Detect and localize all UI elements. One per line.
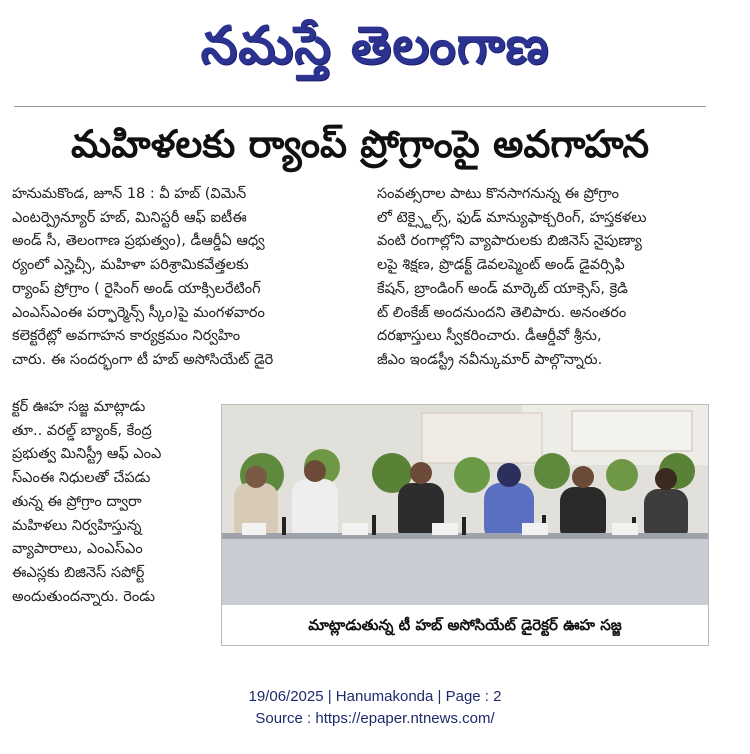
masthead-divider xyxy=(14,106,706,107)
meeting-photo-illustration xyxy=(222,405,708,605)
page-footer xyxy=(0,686,750,730)
article-text-line: సంవత్సరాల పాటు కొనసాగనున్న ఈ ప్రోగ్రాం xyxy=(377,186,619,202)
article-text-line: స్ఎంఈ నిధులతో చేపడు xyxy=(12,470,151,487)
article-text-line: కేషన్, బ్రాండింగ్ అండ్ మార్కెట్ యాక్సెస్, క్రెడి xyxy=(377,280,628,297)
article-text-line: ర్యాంప్ ప్రోగ్రాం ( రైసింగ్ అండ్ యాక్సిలరేటింగ్ xyxy=(12,280,261,297)
article-column-left-bottom xyxy=(12,396,216,609)
article-text-line: జీఎం ఇండస్ట్రీ నవీన్కుమార్ పాల్గొన్నారు. xyxy=(377,351,603,368)
article-text-line: ప్రభుత్వ మినిస్ట్రీ ఆఫ్ ఎంఎ xyxy=(12,446,162,463)
article-text-line: హనుమకొండ, జూన్ 18 : వీ హబ్ (విమెన్ xyxy=(12,186,247,202)
article-text-line: మహిళలు నిర్వహిస్తున్న xyxy=(12,517,142,534)
footer-source: Source : https://epaper.ntnews.com/ xyxy=(255,710,495,727)
article-text-line: తూ.. వరల్డ్ బ్యాంక్, కేంద్ర xyxy=(12,422,152,439)
newspaper-logo: నమస్తే తెలంగాణ xyxy=(200,15,550,76)
article-photo-frame xyxy=(221,404,709,646)
article-text-line: క్టర్ ఊహ సజ్జ మాట్లాడు xyxy=(12,399,146,415)
meeting-photo xyxy=(222,405,708,605)
article-text-line: ట్ లింకేజ్ అందనుందని తెలిపారు. అనంతరం xyxy=(377,304,627,321)
article-text-line: వంటి రంగాల్లోని వ్యాపారులకు బిజినెస్ నైపుణ్యా xyxy=(377,233,642,250)
article-text-line: దరఖాస్తులు స్వీకరించారు. డీఆర్డీవో శ్రీను, xyxy=(377,328,602,345)
article-text-line: తున్న ఈ ప్రోగ్రాం ద్వారా xyxy=(12,493,142,510)
article-text-line: ఈఎస్లకు బిజినెస్ సపోర్ట్ xyxy=(12,564,145,581)
article-text-line: వ్యాపారాలు, ఎంఎస్ఎం xyxy=(12,541,143,558)
article-text-line: ఎంఎస్ఎంఈ పర్ఫార్మెన్స్ స్కీం)పై మంగళవారం xyxy=(12,304,265,321)
article-column-right xyxy=(377,183,707,373)
article-text-line: అండ్ సీ, తెలంగాణ ప్రభుత్వం), డీఆర్డీఏ ఆధ్వ xyxy=(12,233,265,250)
article-text-line: ర్యంలో ఎస్హెచ్సీ, మహిళా పరిశ్రామికవేత్తలకు xyxy=(12,257,249,274)
article-text-line: ఎంటర్ప్రెన్యూర్ హబ్, మినిస్టరీ ఆఫ్ ఐటీఈ xyxy=(12,209,247,226)
article-headline: మహిళలకు ర్యాంప్ ప్రోగ్రాంపై అవగాహన xyxy=(71,122,649,166)
article-text-line: అందుతుందన్నారు. రెండు xyxy=(12,588,155,605)
photo-caption: మాట్లాడుతున్న టీ హబ్ అసోసియేట్ డైరెక్టర్ ఊహ సజ్జ xyxy=(222,605,708,645)
footer-date-edition: 19/06/2025 | Hanumakonda | Page : 2 xyxy=(248,688,502,705)
article-text-line: చారు. ఈ సందర్భంగా టీ హబ్ అసోసియేట్ డైరె xyxy=(12,351,274,368)
masthead xyxy=(0,6,750,86)
article-text-line: లో టెక్స్టైల్స్, ఫుడ్ మాన్యుఫాక్చరింగ్, హస్తకళలు xyxy=(377,209,647,226)
article-text-line: కలెక్టరేట్లో అవగాహన కార్యక్రమం నిర్వహిం xyxy=(12,328,241,345)
article-text-line: లపై శిక్షణ, ప్రొడక్ట్ డెవలప్మెంట్ అండ్ డైవర్సిఫి xyxy=(377,257,625,274)
article-column-left-top xyxy=(12,183,364,373)
